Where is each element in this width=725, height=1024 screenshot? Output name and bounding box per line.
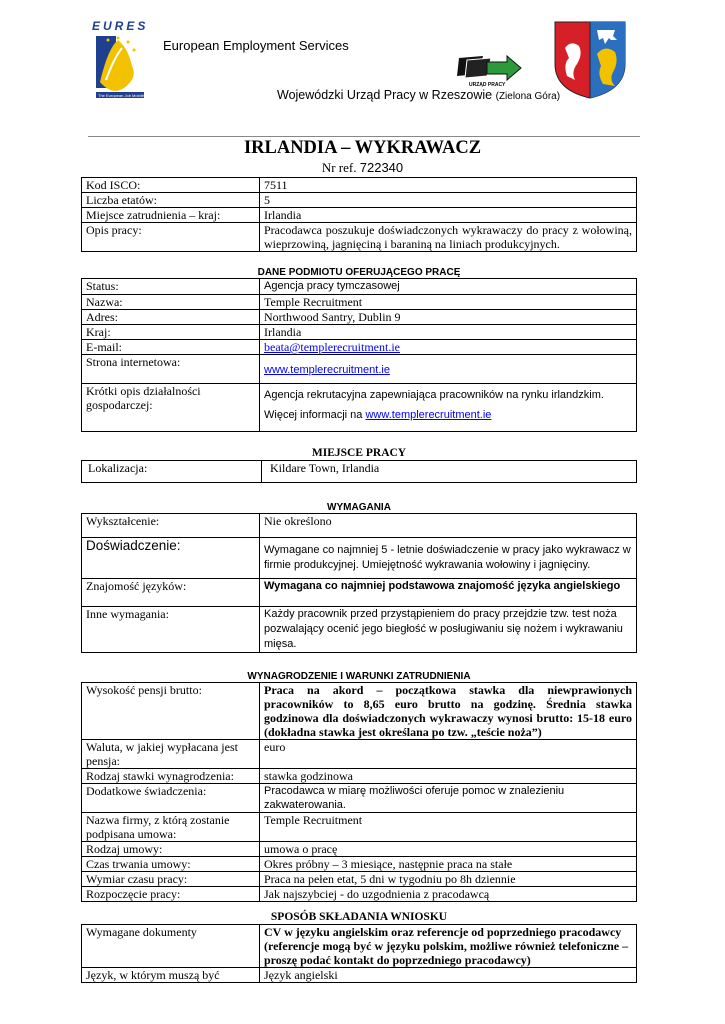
table-row (82, 784, 637, 813)
voivodeship-crest (553, 20, 627, 100)
umowa-label: Rodzaj umowy: (82, 842, 260, 857)
eures-tagline: The European Job Mobility Portal (98, 93, 152, 98)
more-info-link[interactable]: www.templerecruitment.ie (365, 409, 492, 421)
pensja-value: Praca na akord – początkowa stawka dla niewprawionych pracowników to 8,65 euro brutto na godzinę. Średnia stawka godzinowa dla doświadczonych wykrawaczy wynosi brutto: 15-18 euro (dokładna stawka jest określana po tzw. „teście noża”) (260, 683, 637, 740)
table-row (82, 178, 637, 193)
lokalizacja-value: Kildare Town, Irlandia (262, 461, 637, 483)
page-title: IRLANDIA – WYKRAWACZ (243, 138, 482, 158)
umowa-value: umowa o pracę (260, 842, 637, 857)
doswiadczenie-value: Wymagane co najmniej 5 - letnie doświadczenie w pracy jako wykrawacz w firmie produkcyjnej. Umiejętność wykrawania wołowiny i jagnięciny. (260, 538, 637, 579)
table-row (82, 857, 637, 872)
ref-label: Nr ref. (321, 160, 357, 175)
adres-label: Adres: (82, 310, 260, 325)
status-label: Status: (82, 279, 260, 295)
dokumenty-label: Wymagane dokumenty (82, 925, 260, 968)
table-row (82, 208, 637, 223)
table-row (82, 538, 637, 579)
inne-value: Każdy pracownik przed przystąpieniem do pracy przejdzie tzw. test noża pozwalający ocenić jego biegłość w posługiwaniu się nożem i wykrawaniu mięsa. (260, 607, 637, 653)
rozpoczecie-value: Jak najszybciej - do uzgodnienia z pracodawcą (260, 887, 637, 902)
table-row (82, 607, 637, 653)
czas-label: Czas trwania umowy: (82, 857, 260, 872)
application-table (81, 924, 637, 983)
table-row (82, 384, 637, 432)
www-label: Strona internetowa: (82, 355, 260, 384)
application-heading: SPOSÓB SKŁADANIA WNIOSKU (270, 911, 448, 923)
urzad-pracy-logo (457, 52, 523, 88)
table-row (82, 740, 637, 769)
wyksztalcenie-value: Nie określono (260, 514, 637, 538)
miejsce-label: Miejsce zatrudnienia – kraj: (82, 208, 260, 223)
wymiar-value: Praca na pełen etat, 5 dni w tygodniu po 8h dziennie (260, 872, 637, 887)
status-value: Agencja pracy tymczasowej (260, 279, 637, 295)
firma-label: Nazwa firmy, z którą zostanie podpisana umowa: (82, 813, 260, 842)
workplace-table (81, 460, 637, 483)
waluta-value: euro (260, 740, 637, 769)
website-link[interactable]: www.templerecruitment.ie (264, 364, 390, 376)
table-row (82, 968, 637, 983)
kraj-label: Kraj: (82, 325, 260, 340)
doswiadczenie-label: Doświadczenie: (82, 538, 260, 579)
ref-number: 722340 (359, 160, 404, 175)
eures-logo (88, 18, 152, 106)
adres-value: Northwood Santry, Dublin 9 (260, 310, 637, 325)
dodatkowe-label: Dodatkowe świadczenia: (82, 784, 260, 813)
opis-value: Pracodawca poszukuje doświadczonych wykrawaczy do pracy z wołowiną, wieprzowiną, jagnięciną i baraniną na liniach produkcyjnych. (260, 223, 637, 252)
opis-label: Opis pracy: (82, 223, 260, 252)
jezyk-value: Język angielski (260, 968, 637, 983)
firma-value: Temple Recruitment (260, 813, 637, 842)
table-row (82, 279, 637, 295)
isco-value: 7511 (260, 178, 637, 193)
table-row (82, 223, 637, 252)
table-row (82, 325, 637, 340)
wyksztalcenie-label: Wykształcenie: (82, 514, 260, 538)
waluta-label: Waluta, w jakiej wypłacana jest pensja: (82, 740, 260, 769)
jezyk-label: Język, w którym muszą być (82, 968, 260, 983)
salary-heading: WYNAGRODZENIE I WARUNKI ZATRUDNIENIA (247, 671, 471, 682)
table-row (82, 310, 637, 325)
table-row (82, 925, 637, 968)
email-label: E-mail: (82, 340, 260, 355)
requirements-table (81, 513, 637, 653)
table-row (82, 769, 637, 784)
wup-name-text: Wojewódzki Urząd Pracy w Rzeszowie (277, 88, 493, 102)
rodzaj-stawki-value: stawka godzinowa (260, 769, 637, 784)
pensja-label: Wysokość pensji brutto: (82, 683, 260, 740)
opis-dzialalnosci-value: Agencja rekrutacyjna zapewniająca pracowników na rynku irlandzkim. (264, 389, 604, 401)
reference-number (0, 160, 725, 176)
basic-info-table (81, 177, 637, 252)
jezyki-value: Wymagana co najmniej podstawowa znajomość języka angielskiego (260, 579, 637, 607)
more-info-prefix: Więcej informacji na (264, 409, 363, 421)
inne-label: Inne wymagania: (82, 607, 260, 653)
etaty-label: Liczba etatów: (82, 193, 260, 208)
lokalizacja-label: Lokalizacja: (82, 461, 262, 483)
rodzaj-stawki-label: Rodzaj stawki wynagrodzenia: (82, 769, 260, 784)
table-row (82, 355, 637, 384)
dokumenty-value: CV w języku angielskim oraz referencje od poprzedniego pracodawcy (referencje mogą być w języku polskim, możliwe również telefoniczne – proszę podać kontakt do poprzedniego pracodawcy) (260, 925, 637, 968)
table-row (82, 461, 637, 483)
miejsce-value: Irlandia (260, 208, 637, 223)
european-employment-services: European Employment Services (163, 38, 349, 53)
table-row (82, 842, 637, 857)
table-row (82, 872, 637, 887)
workplace-heading: MIEJSCE PRACY (311, 447, 407, 459)
employer-table (81, 278, 637, 432)
table-row (82, 295, 637, 310)
etaty-value: 5 (260, 193, 637, 208)
employer-heading: DANE PODMIOTU OFERUJĄCEGO PRACĘ (257, 267, 461, 278)
eures-logo-text: EURES (92, 19, 149, 33)
wymiar-label: Wymiar czasu pracy: (82, 872, 260, 887)
opis-dzialalnosci-label: Krótki opis działalności gospodarczej: (82, 384, 260, 432)
wup-name (277, 88, 560, 102)
requirements-heading: WYMAGANIA (327, 502, 391, 513)
nazwa-label: Nazwa: (82, 295, 260, 310)
table-row (82, 193, 637, 208)
rozpoczecie-label: Rozpoczęcie pracy: (82, 887, 260, 902)
table-row (82, 340, 637, 355)
salary-table (81, 682, 637, 902)
email-link[interactable]: beata@templerecruitment.ie (264, 340, 400, 354)
isco-label: Kod ISCO: (82, 178, 260, 193)
wup-location: (Zielona Góra) (495, 91, 561, 102)
dodatkowe-value: Pracodawca w miarę możliwości oferuje pomoc w znalezieniu zakwaterowania. (260, 784, 637, 813)
table-row (82, 514, 637, 538)
table-row (82, 579, 637, 607)
table-row (82, 683, 637, 740)
table-row (82, 887, 637, 902)
jezyki-label: Znajomość języków: (82, 579, 260, 607)
header-divider (88, 136, 640, 137)
table-row (82, 813, 637, 842)
nazwa-value: Temple Recruitment (260, 295, 637, 310)
urzad-pracy-logo-text: URZĄD PRACY (469, 82, 506, 88)
czas-value: Okres próbny – 3 miesiące, następnie praca na stałe (260, 857, 637, 872)
kraj-value: Irlandia (260, 325, 637, 340)
